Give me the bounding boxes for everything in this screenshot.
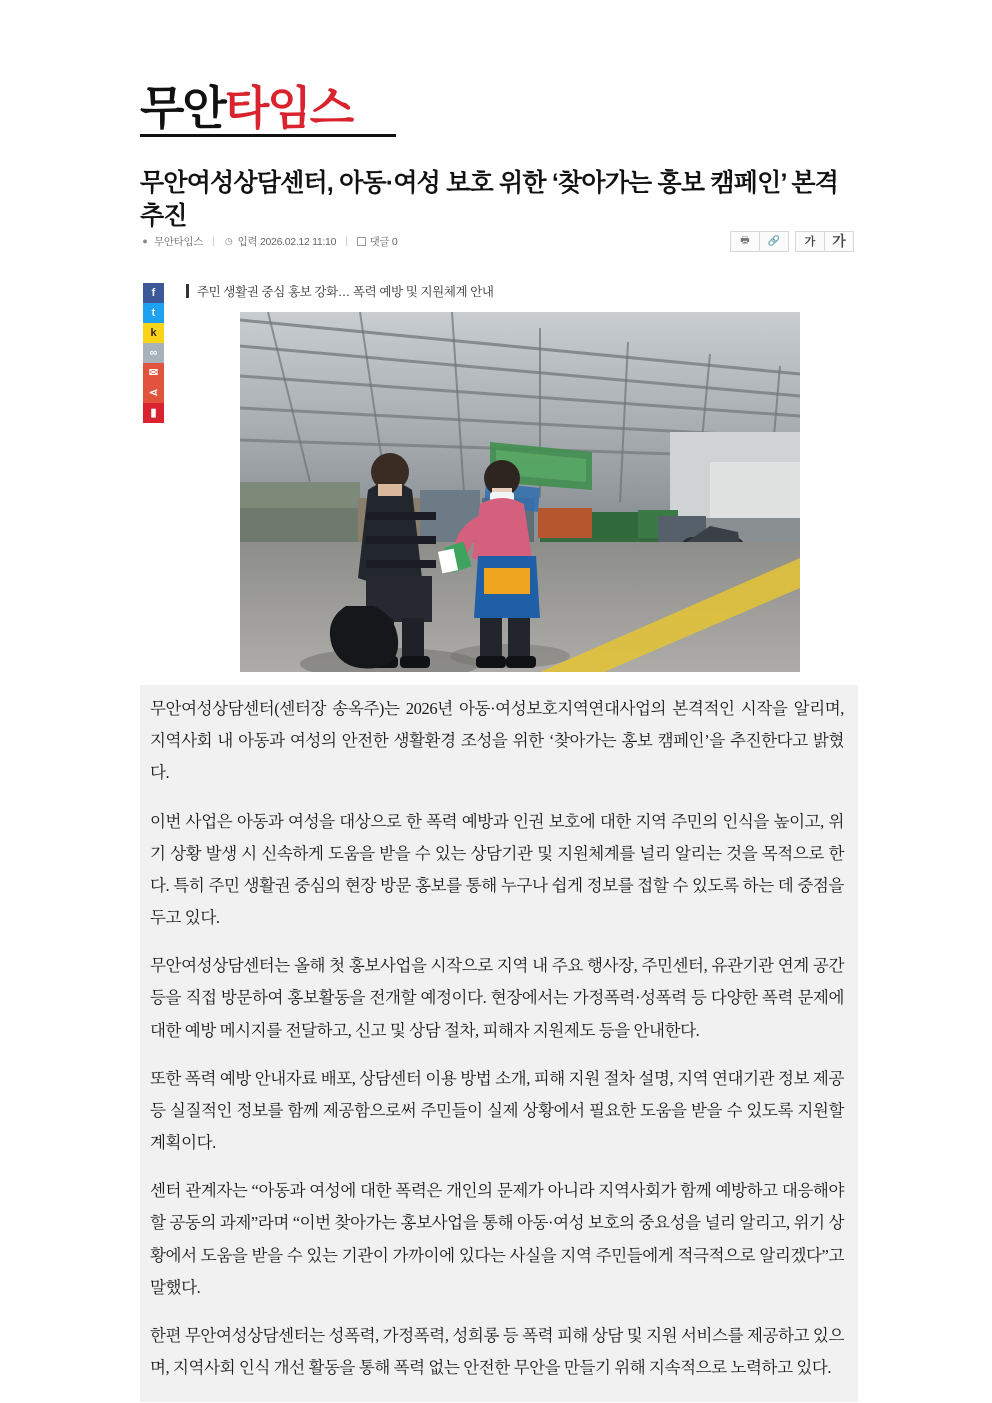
subheadline: 주민 생활권 중심 홍보 강화… 폭력 예방 및 지원체계 안내 [197, 285, 494, 299]
share-facebook-icon[interactable]: f [143, 283, 164, 303]
article-photo [240, 312, 800, 672]
article-tools [731, 231, 854, 252]
article-paragraph: 무안여성상담센터는 올해 첫 홍보사업을 시작으로 지역 내 주요 행사장, 주민센터, 유관기관 연계 공간 등을 직접 방문하여 홍보활동을 전개할 예정이다. 현장에서는 가정폭력·성폭력 등 다양한 폭력 문제에 대한 예방 메시지를 전달하고, 신고 및 상담 절차, 피해자 지원제도 등을 안내한다. [150, 956, 844, 1040]
link-icon: 🔗 [767, 235, 781, 247]
print-icon: 🖶 [740, 234, 750, 246]
byline-date-label: 입력 2026.02.12 11:10 [237, 235, 337, 248]
share-kakaostory-icon[interactable]: k [143, 323, 164, 343]
site-logo-part2: 타임스 [224, 81, 353, 134]
person-icon: ● [142, 236, 148, 246]
byline-meta [140, 234, 397, 249]
byline-separator-1: | [212, 235, 215, 247]
print-button[interactable] [730, 231, 760, 252]
share-url-copy-icon[interactable]: ∞ [143, 343, 164, 363]
site-logo[interactable] [140, 80, 400, 135]
byline-author[interactable] [140, 234, 203, 249]
byline-row [140, 228, 854, 254]
font-decrease-button[interactable]: 가 [795, 231, 825, 252]
article-paragraph: 센터 관계자는 “아동과 여성에 대한 폭력은 개인의 문제가 아니라 지역사회가 함께 예방하고 대응해야 할 공동의 과제”라며 “이번 찾아가는 홍보사업을 통해 아동·여성 보호의 중요성을 널리 알리고, 위기 상황에서 도움을 받을 수 있는 기관이 가까이에 있다는 사실을 지역 주민들에게 적극적으로 알리겠다”고 말했다. [150, 1181, 844, 1297]
copy-link-button[interactable] [759, 231, 789, 252]
comment-icon [357, 237, 366, 246]
article-paragraph: 무안여성상담센터(센터장 송옥주)는 2026년 아동·여성보호지역연대사업의 본격적인 시작을 알리며, 지역사회 내 아동과 여성의 안전한 생활환경 조성을 위한 ‘찾아가는 홍보 캠페인’을 추진한다고 밝혔다. [150, 699, 844, 783]
article-body [140, 685, 858, 1402]
byline-date [224, 234, 336, 249]
article-paragraph: 이번 사업은 아동과 여성을 대상으로 한 폭력 예방과 인권 보호에 대한 지역 주민의 인식을 높이고, 위기 상황 발생 시 신속하게 도움을 받을 수 있는 상담기관 및 지원체계를 널리 알리는 것을 목적으로 한다. 특히 주민 생활권 중심의 현장 방문 홍보를 통해 누구나 쉽게 정보를 접할 수 있도록 하는 데 중점을 두고 있다. [150, 811, 844, 928]
page-title: 무안여성상담센터, 아동·여성 보호 위한 ‘찾아가는 홍보 캠페인’ 본격 추진 [140, 168, 839, 230]
byline-author-label: 무안타임스 [154, 235, 204, 248]
byline-comments[interactable] [357, 234, 398, 249]
site-logo-text [140, 81, 353, 134]
article-paragraph: 또한 폭력 예방 안내자료 배포, 상담센터 이용 방법 소개, 피해 지원 절차 설명, 지역 연대기관 정보 제공 등 실질적인 정보를 함께 제공함으로써 주민들이 실제 상황에서 필요한 도움을 받을 수 있도록 지원할 계획이다. [150, 1068, 844, 1153]
byline-separator-2: | [345, 235, 348, 247]
share-rail [143, 283, 164, 423]
article-paragraph: 한편 무안여성상담센터는 성폭력, 가정폭력, 성희롱 등 폭력 피해 상담 및 지원 서비스를 제공하고 있으며, 지역사회 인식 개선 활동을 통해 폭력 없는 안전한 무안을 만들기 위해 지속적으로 노력하고 있다. [150, 1325, 844, 1378]
share-email-icon[interactable]: ✉ [143, 363, 164, 383]
clock-icon: ◷ [224, 236, 233, 246]
market-campaign-photo [240, 312, 800, 672]
share-print-icon[interactable]: ▮ [143, 403, 164, 423]
logo-underline [140, 134, 396, 137]
subheadline-bar [186, 284, 189, 298]
byline-comments-label: 댓글 0 [369, 235, 398, 248]
font-increase-button[interactable]: 가 [824, 231, 854, 252]
share-more-icon[interactable]: ⋖ [143, 383, 164, 403]
subheadline-wrap [186, 282, 854, 300]
share-twitter-icon[interactable]: t [143, 303, 164, 323]
site-logo-part1: 무안 [140, 81, 225, 134]
